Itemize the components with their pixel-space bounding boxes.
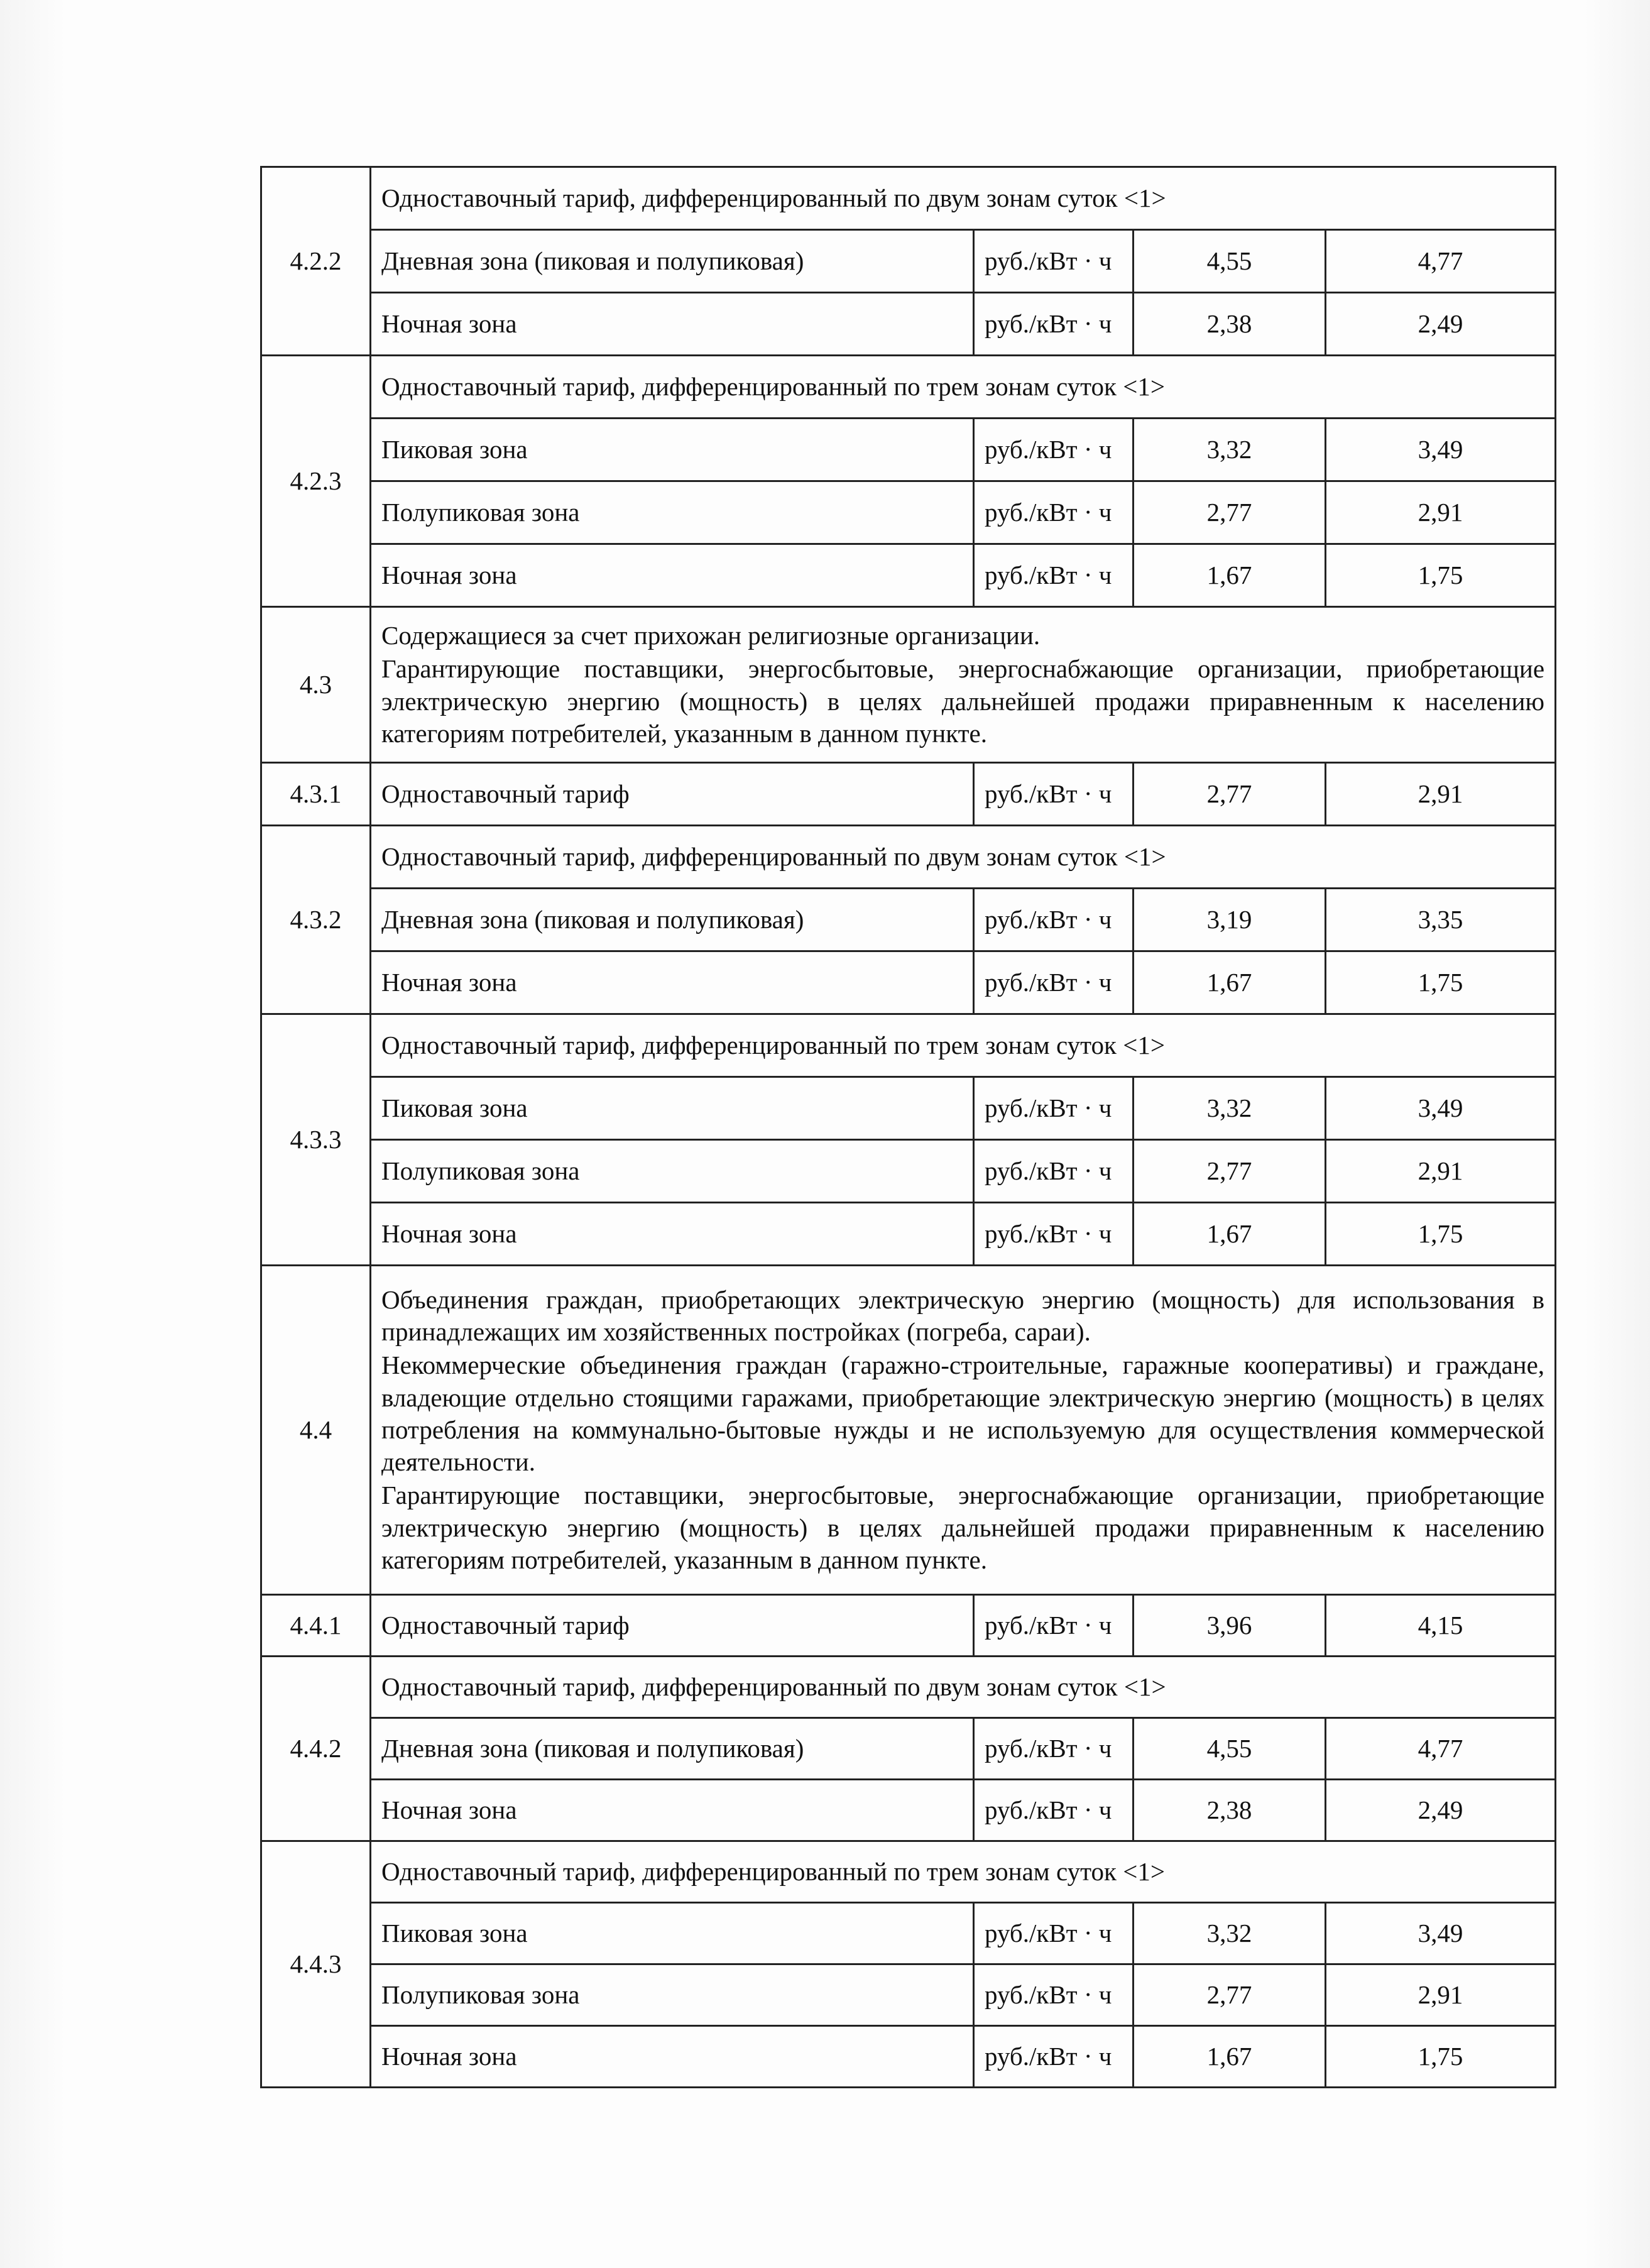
description-paragraph: Содержащиеся за счет прихожан религиозные организации. bbox=[381, 621, 1041, 650]
category-description bbox=[371, 1266, 1556, 1595]
description-paragraph: Некоммерческие объединения граждан (гаражно-строительные, гаражные кооперативы) и граждане, владеющие отдельно стоящими гаражами, приобретающие электрическую энергию (мощность) в целях потребления на коммунально-бытовые нужды и не используемую для осуществления коммерческой деятельности. bbox=[381, 1350, 1545, 1477]
tariff-value-1: 4,55 bbox=[1134, 1718, 1326, 1780]
tariff-table bbox=[260, 166, 1556, 2088]
three-zone-header: Одноставочный тариф, дифференцированный по трем зонам суток <1> bbox=[371, 1841, 1556, 1903]
zone-label: Пиковая зона bbox=[371, 1077, 974, 1140]
zone-label: Дневная зона (пиковая и полупиковая) bbox=[371, 889, 974, 951]
unit-cell: руб./кВт · ч bbox=[974, 544, 1134, 607]
tariff-value-2: 2,91 bbox=[1326, 1140, 1556, 1203]
table-row bbox=[261, 2026, 1556, 2088]
tariff-value-2: 1,75 bbox=[1326, 2026, 1556, 2088]
tariff-value-1: 1,67 bbox=[1134, 544, 1326, 607]
tariff-value-1: 2,77 bbox=[1134, 1140, 1326, 1203]
tariff-value-1: 1,67 bbox=[1134, 1203, 1326, 1266]
table-row bbox=[261, 889, 1556, 951]
section-number: 4.4.1 bbox=[261, 1595, 371, 1657]
tariff-value-1: 3,32 bbox=[1134, 1077, 1326, 1140]
unit-cell: руб./кВт · ч bbox=[974, 951, 1134, 1014]
unit-cell: руб./кВт · ч bbox=[974, 1964, 1134, 2026]
category-description bbox=[371, 607, 1556, 763]
three-zone-header: Одноставочный тариф, дифференцированный по трем зонам суток <1> bbox=[371, 356, 1556, 419]
tariff-value-1: 3,32 bbox=[1134, 419, 1326, 481]
tariff-value-1: 2,77 bbox=[1134, 763, 1326, 826]
tariff-value-2: 1,75 bbox=[1326, 1203, 1556, 1266]
unit-cell: руб./кВт · ч bbox=[974, 1718, 1134, 1780]
two-zone-header: Одноставочный тариф, дифференцированный по двум зонам суток <1> bbox=[371, 826, 1556, 889]
table-row bbox=[261, 607, 1556, 763]
tariff-value-1: 3,19 bbox=[1134, 889, 1326, 951]
unit-cell: руб./кВт · ч bbox=[974, 1077, 1134, 1140]
table-row bbox=[261, 293, 1556, 356]
tariff-value-2: 4,77 bbox=[1326, 1718, 1556, 1780]
description-paragraph: Гарантирующие поставщики, энергосбытовые, энергоснабжающие организации, приобретающие электрическую энергию (мощность) в целях дальнейшей продажи приравненным к населению категориям потребителей, указанным в данном пункте. bbox=[381, 654, 1545, 748]
tariff-value-1: 3,32 bbox=[1134, 1903, 1326, 1964]
tariff-value-2: 3,35 bbox=[1326, 889, 1556, 951]
unit-cell: руб./кВт · ч bbox=[974, 1595, 1134, 1657]
unit-cell: руб./кВт · ч bbox=[974, 1780, 1134, 1841]
zone-label: Дневная зона (пиковая и полупиковая) bbox=[371, 230, 974, 293]
zone-label: Ночная зона bbox=[371, 951, 974, 1014]
table-row bbox=[261, 763, 1556, 826]
tariff-value-1: 2,77 bbox=[1134, 1964, 1326, 2026]
table-row bbox=[261, 419, 1556, 481]
tariff-value-2: 4,15 bbox=[1326, 1595, 1556, 1657]
unit-cell: руб./кВт · ч bbox=[974, 1203, 1134, 1266]
unit-cell: руб./кВт · ч bbox=[974, 419, 1134, 481]
tariff-value-2: 1,75 bbox=[1326, 951, 1556, 1014]
tariff-value-2: 1,75 bbox=[1326, 544, 1556, 607]
unit-cell: руб./кВт · ч bbox=[974, 1903, 1134, 1964]
table-row bbox=[261, 1657, 1556, 1718]
section-number: 4.2.3 bbox=[261, 356, 371, 607]
description-paragraph: Объединения граждан, приобретающих электрическую энергию (мощность) для использования в принадлежащих им хозяйственных постройках (погреба, сараи). bbox=[381, 1285, 1545, 1347]
tariff-value-2: 2,49 bbox=[1326, 1780, 1556, 1841]
tariff-value-1: 2,38 bbox=[1134, 1780, 1326, 1841]
table-row bbox=[261, 167, 1556, 230]
section-number: 4.3.3 bbox=[261, 1014, 371, 1266]
unit-cell: руб./кВт · ч bbox=[974, 763, 1134, 826]
tariff-value-1: 2,77 bbox=[1134, 481, 1326, 544]
unit-cell: руб./кВт · ч bbox=[974, 293, 1134, 356]
two-zone-header: Одноставочный тариф, дифференцированный по двум зонам суток <1> bbox=[371, 167, 1556, 230]
zone-label: Ночная зона bbox=[371, 293, 974, 356]
tariff-value-2: 2,91 bbox=[1326, 1964, 1556, 2026]
table-row bbox=[261, 1595, 1556, 1657]
table-row bbox=[261, 1841, 1556, 1903]
table-row bbox=[261, 1077, 1556, 1140]
table-row bbox=[261, 1718, 1556, 1780]
tariff-value-1: 1,67 bbox=[1134, 2026, 1326, 2088]
zone-label: Пиковая зона bbox=[371, 1903, 974, 1964]
table-row bbox=[261, 1203, 1556, 1266]
table-row bbox=[261, 1266, 1556, 1595]
zone-label: Ночная зона bbox=[371, 544, 974, 607]
section-number: 4.3.1 bbox=[261, 763, 371, 826]
table-row bbox=[261, 544, 1556, 607]
unit-cell: руб./кВт · ч bbox=[974, 481, 1134, 544]
zone-label: Дневная зона (пиковая и полупиковая) bbox=[371, 1718, 974, 1780]
zone-label: Полупиковая зона bbox=[371, 1140, 974, 1203]
zone-label: Ночная зона bbox=[371, 2026, 974, 2088]
tariff-value-2: 4,77 bbox=[1326, 230, 1556, 293]
unit-cell: руб./кВт · ч bbox=[974, 230, 1134, 293]
three-zone-header: Одноставочный тариф, дифференцированный по трем зонам суток <1> bbox=[371, 1014, 1556, 1077]
two-zone-header: Одноставочный тариф, дифференцированный по двум зонам суток <1> bbox=[371, 1657, 1556, 1718]
section-number: 4.3.2 bbox=[261, 826, 371, 1014]
table-row bbox=[261, 1964, 1556, 2026]
table-row bbox=[261, 951, 1556, 1014]
tariff-value-1: 2,38 bbox=[1134, 293, 1326, 356]
zone-label: Пиковая зона bbox=[371, 419, 974, 481]
tariff-label: Одноставочный тариф bbox=[371, 763, 974, 826]
table-row bbox=[261, 826, 1556, 889]
section-number: 4.3 bbox=[261, 607, 371, 763]
unit-cell: руб./кВт · ч bbox=[974, 1140, 1134, 1203]
description-paragraph: Гарантирующие поставщики, энергосбытовые, энергоснабжающие организации, приобретающие электрическую энергию (мощность) в целях дальнейшей продажи приравненным к населению категориям потребителей, указанным в данном пункте. bbox=[381, 1481, 1545, 1574]
tariff-value-1: 1,67 bbox=[1134, 951, 1326, 1014]
section-number: 4.2.2 bbox=[261, 167, 371, 356]
tariff-value-2: 2,91 bbox=[1326, 481, 1556, 544]
section-number: 4.4 bbox=[261, 1266, 371, 1595]
zone-label: Ночная зона bbox=[371, 1780, 974, 1841]
table-row bbox=[261, 1140, 1556, 1203]
tariff-value-1: 4,55 bbox=[1134, 230, 1326, 293]
tariff-value-2: 2,49 bbox=[1326, 293, 1556, 356]
tariff-value-2: 3,49 bbox=[1326, 1077, 1556, 1140]
tariff-value-2: 3,49 bbox=[1326, 419, 1556, 481]
unit-cell: руб./кВт · ч bbox=[974, 889, 1134, 951]
zone-label: Полупиковая зона bbox=[371, 481, 974, 544]
table-row bbox=[261, 1780, 1556, 1841]
table-row bbox=[261, 230, 1556, 293]
section-number: 4.4.2 bbox=[261, 1657, 371, 1841]
section-number: 4.4.3 bbox=[261, 1841, 371, 2088]
zone-label: Полупиковая зона bbox=[371, 1964, 974, 2026]
tariff-label: Одноставочный тариф bbox=[371, 1595, 974, 1657]
table-row bbox=[261, 356, 1556, 419]
unit-cell: руб./кВт · ч bbox=[974, 2026, 1134, 2088]
table-row bbox=[261, 1903, 1556, 1964]
table-row bbox=[261, 481, 1556, 544]
tariff-value-2: 2,91 bbox=[1326, 763, 1556, 826]
zone-label: Ночная зона bbox=[371, 1203, 974, 1266]
tariff-value-1: 3,96 bbox=[1134, 1595, 1326, 1657]
tariff-value-2: 3,49 bbox=[1326, 1903, 1556, 1964]
table-row bbox=[261, 1014, 1556, 1077]
